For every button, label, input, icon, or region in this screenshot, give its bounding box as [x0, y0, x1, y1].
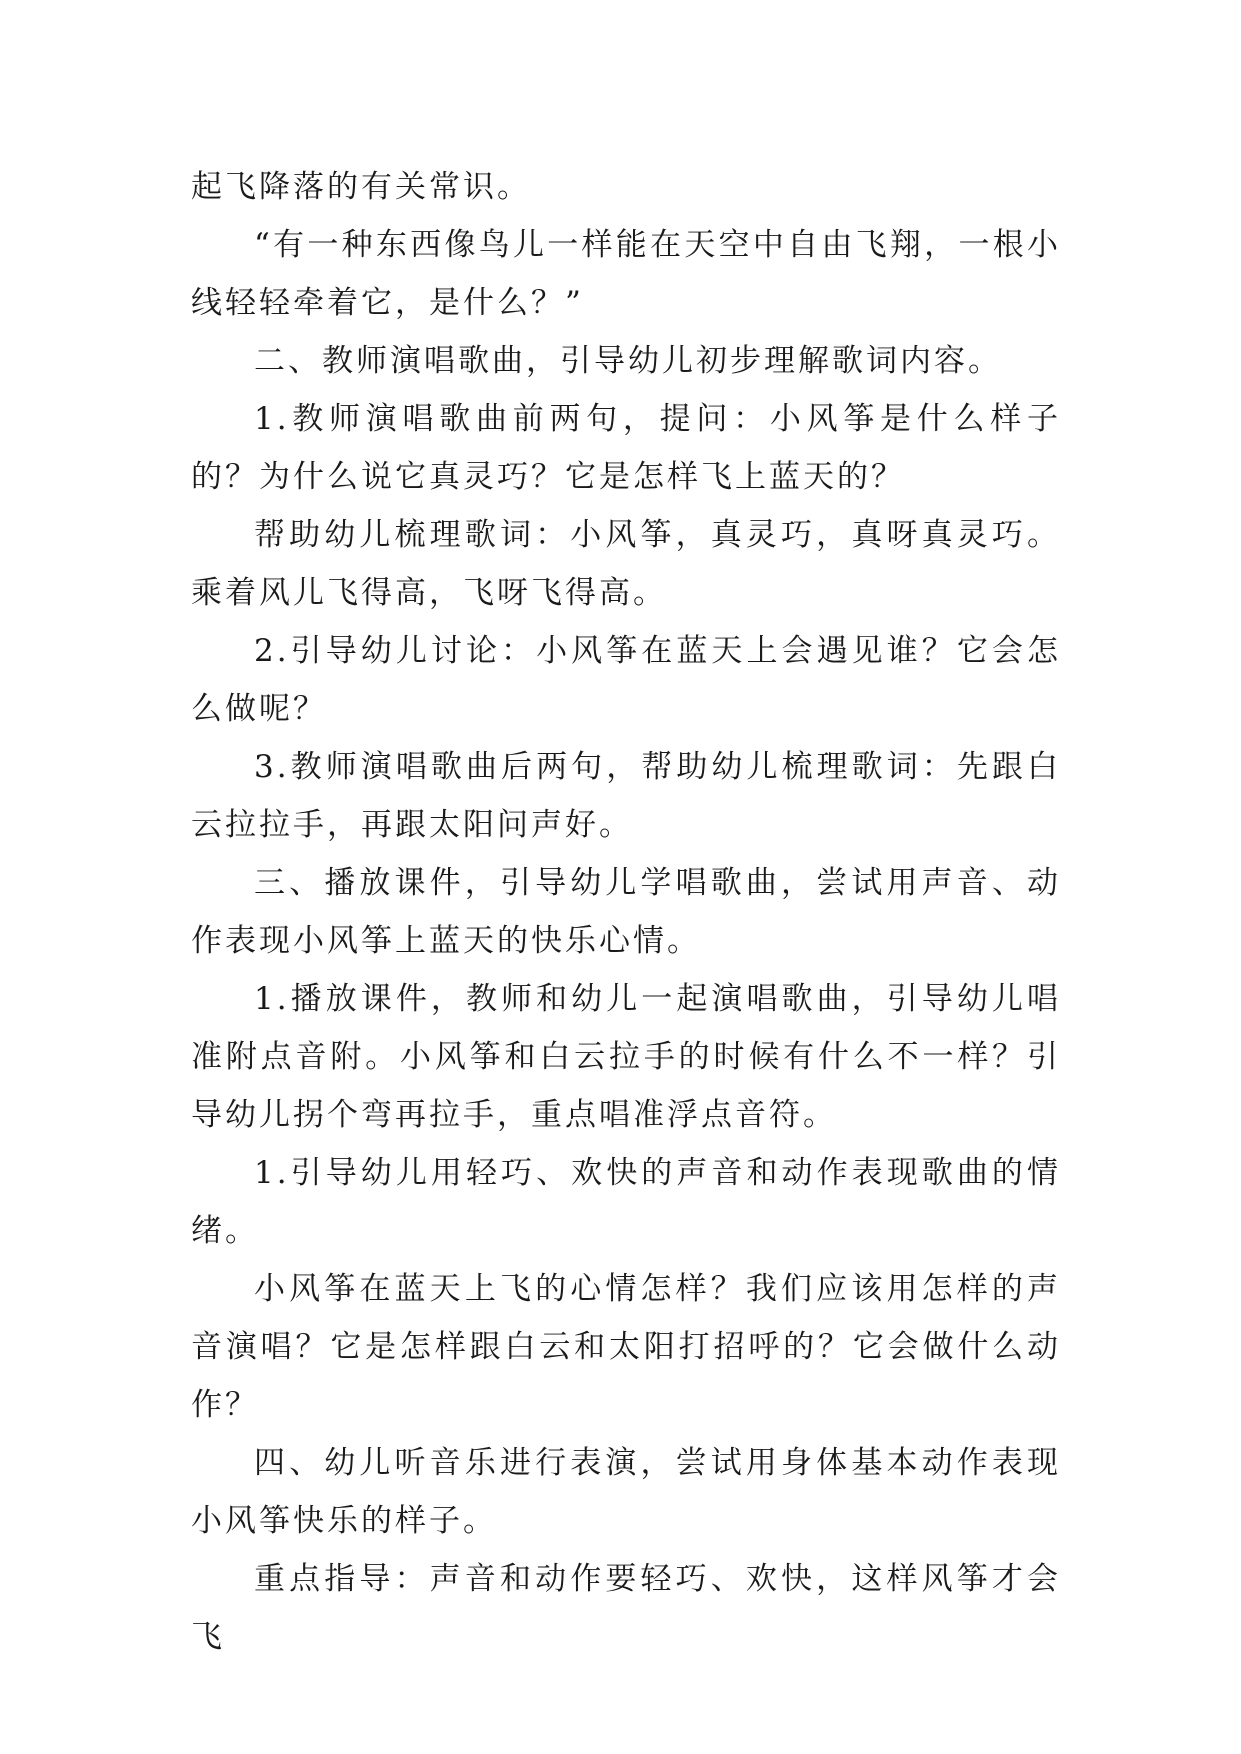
document-body [191, 158, 1061, 1666]
paragraph-2: “有一种东西像鸟儿一样能在天空中自由飞翔，一根小线轻轻牵着它，是什么？” [191, 227, 1061, 321]
paragraph-3: 二、教师演唱歌曲，引导幼儿初步理解歌词内容。 [254, 343, 1002, 379]
paragraph-13: 重点指导：声音和动作要轻巧、欢快，这样风筝才会飞 [191, 1561, 1061, 1655]
paragraph-5: 帮助幼儿梳理歌词：小风筝，真灵巧，真呀真灵巧。乘着风儿飞得高，飞呀飞得高。 [191, 517, 1061, 611]
paragraph-1: 起飞降落的有关常识。 [191, 169, 531, 205]
paragraph-11: 小风筝在蓝天上飞的心情怎样？我们应该用怎样的声音演唱？它是怎样跟白云和太阳打招呼的？它会做什么动作？ [191, 1271, 1061, 1423]
paragraph-8: 三、播放课件，引导幼儿学唱歌曲，尝试用声音、动作表现小风筝上蓝天的快乐心情。 [191, 865, 1061, 959]
paragraph-4: 1.教师演唱歌曲前两句，提问：小风筝是什么样子的？为什么说它真灵巧？它是怎样飞上蓝天的？ [191, 401, 1061, 495]
paragraph-7: 3.教师演唱歌曲后两句，帮助幼儿梳理歌词：先跟白云拉拉手，再跟太阳问声好。 [191, 749, 1061, 843]
paragraph-9: 1.播放课件，教师和幼儿一起演唱歌曲，引导幼儿唱准附点音附。小风筝和白云拉手的时候有什么不一样？引导幼儿拐个弯再拉手，重点唱准浮点音符。 [191, 981, 1061, 1133]
paragraph-10: 1.引导幼儿用轻巧、欢快的声音和动作表现歌曲的情绪。 [191, 1155, 1061, 1249]
paragraph-12: 四、幼儿听音乐进行表演，尝试用身体基本动作表现小风筝快乐的样子。 [191, 1445, 1061, 1539]
paragraph-6: 2.引导幼儿讨论：小风筝在蓝天上会遇见谁？它会怎么做呢？ [191, 633, 1061, 727]
